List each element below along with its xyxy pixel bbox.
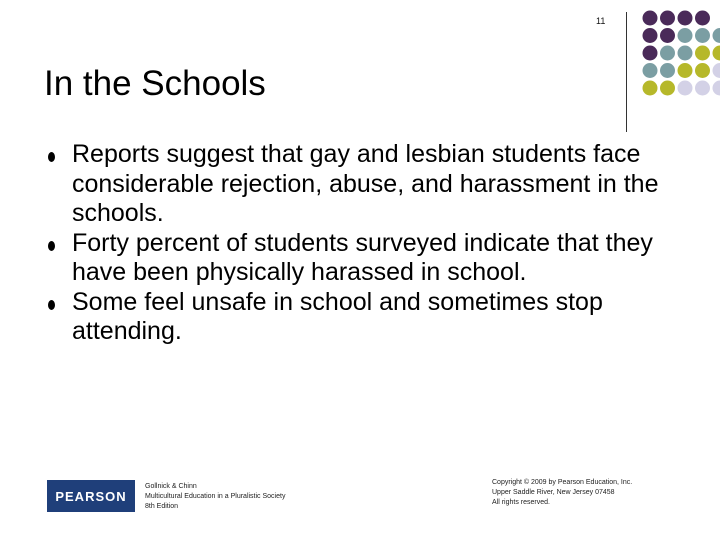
bullet-item (48, 229, 668, 288)
bullet-item (48, 140, 668, 229)
bullet-dot-icon (48, 241, 55, 251)
decorative-dot (695, 46, 710, 61)
copyright-line: Copyright © 2009 by Pearson Education, Inc. (492, 479, 633, 486)
decorative-dot (678, 81, 693, 96)
decorative-dot (660, 11, 675, 26)
decorative-dot (643, 11, 658, 26)
bullet-dot-icon (48, 152, 55, 162)
decorative-dot (713, 46, 720, 61)
decorative-dot (643, 63, 658, 78)
book-title: Multicultural Education in a Pluralistic Society (145, 493, 286, 500)
copyright-info (492, 478, 632, 508)
decorative-dot (695, 81, 710, 96)
page-number: 11 (596, 16, 606, 26)
decorative-dot (643, 46, 658, 61)
decorative-dot (643, 28, 658, 43)
bullet-item (48, 288, 668, 347)
pearson-logo (47, 480, 135, 512)
decorative-dot (678, 11, 693, 26)
bullet-text: Forty percent of students surveyed indicate that they have been physically harassed in school. (72, 228, 653, 286)
decorative-dot (660, 63, 675, 78)
bullet-list (48, 140, 668, 347)
decorative-dot (695, 28, 710, 43)
slide-title: In the Schools (44, 64, 266, 103)
publisher-address: Upper Saddle River, New Jersey 07458 (492, 489, 615, 496)
decorative-dot (678, 28, 693, 43)
bullet-text: Reports suggest that gay and lesbian students face considerable rejection, abuse, and harassment in the schools. (72, 140, 659, 227)
bullet-text: Some feel unsafe in school and sometimes stop attending. (72, 287, 603, 345)
decorative-dot (643, 81, 658, 96)
decorative-dot (695, 63, 710, 78)
bullet-dot-icon (48, 300, 55, 310)
decorative-dot (713, 28, 720, 43)
pearson-logo-text: PEARSON (55, 488, 127, 504)
decorative-dot (660, 81, 675, 96)
book-authors: Gollnick & Chinn (145, 483, 197, 490)
decorative-dot (713, 81, 720, 96)
decorative-dot (660, 46, 675, 61)
decorative-dot (678, 46, 693, 61)
decorative-dot (695, 11, 710, 26)
book-info (145, 482, 285, 512)
decorative-dot (660, 28, 675, 43)
header-divider (626, 12, 627, 132)
rights-line: All rights reserved. (492, 499, 550, 506)
decorative-dot (713, 63, 720, 78)
book-edition: 8th Edition (145, 503, 179, 510)
decorative-dot (678, 63, 693, 78)
